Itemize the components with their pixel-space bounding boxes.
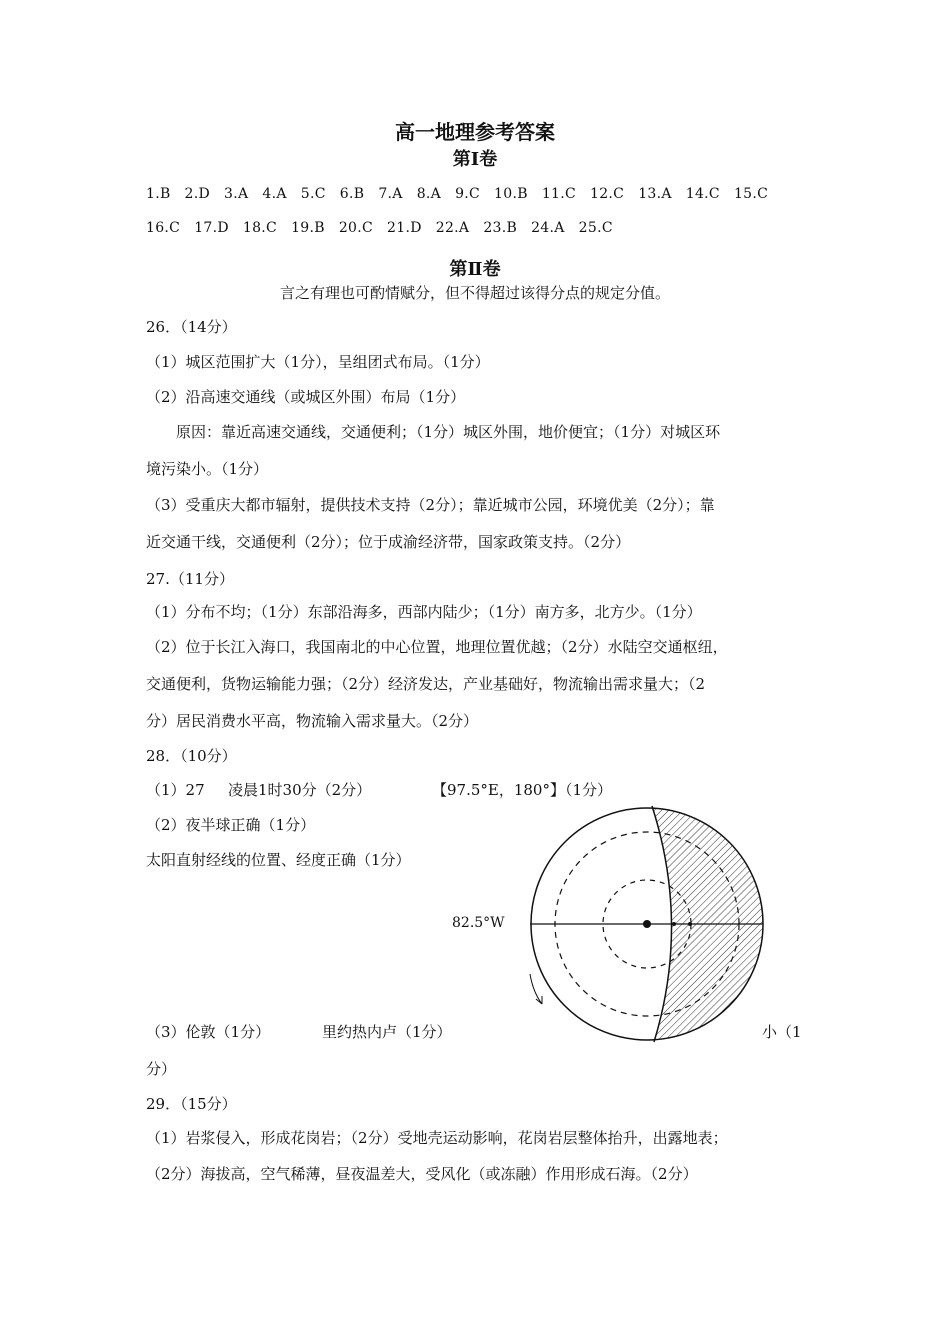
answer-item: 15.C: [733, 186, 769, 202]
q26-line-6: 近交通干线，交通便利（2分）；位于成渝经济带，国家政策支持。（2分）: [146, 533, 631, 551]
q28-line-4b: 里约热内卢（1分）: [322, 1023, 452, 1041]
q26-line-4: 境污染小。（1分）: [146, 460, 269, 478]
answer-item: 25.C: [578, 220, 613, 236]
answer-item: 16.C: [146, 220, 181, 236]
q29-line-1: （1）岩浆侵入，形成花岗岩；（2分）受地壳运动影响，花岗岩层整体抬升，出露地表；: [146, 1129, 728, 1147]
answer-item: 5.C: [300, 186, 326, 202]
answers-row-1: [146, 186, 782, 202]
answer-item: 12.C: [590, 186, 625, 202]
answer-item: 14.C: [685, 186, 720, 202]
q26-line-3: 原因：靠近高速交通线，交通便利；（1分）城区外围，地价便宜；（1分）对城区环: [176, 423, 721, 441]
q26-line-5: （3）受重庆大都市辐射，提供技术支持（2分）；靠近城市公园，环境优美（2分）；靠: [146, 496, 715, 514]
diagram-longitude-label: 82.5°W: [452, 915, 505, 931]
rotation-arrow-icon: [530, 974, 542, 1004]
marker-point: [688, 922, 692, 926]
q27-line-3: 交通便利，货物运输能力强；（2分）经济发达，产业基础好，物流输出需求量大；（2: [146, 675, 706, 693]
q29-heading: 29．（15分）: [146, 1095, 237, 1113]
answer-item: 7.A: [378, 186, 403, 202]
q28-line-4c: 小（1: [762, 1023, 802, 1041]
q28-line-1b: 凌晨1时30分（2分）: [228, 781, 372, 799]
q28-line-3: 太阳直射经线的位置、经度正确（1分）: [146, 851, 411, 869]
q28-line-1c: 【97.5°E，180°】（1分）: [432, 781, 613, 799]
answer-item: 2.D: [184, 186, 211, 202]
q29-line-2: （2分）海拔高，空气稀薄，昼夜温差大，受风化（或冻融）作用形成石海。（2分）: [146, 1165, 698, 1183]
answer-item: 20.C: [338, 220, 374, 236]
answer-item: 17.D: [194, 220, 229, 236]
polar-view-diagram: [520, 796, 770, 1052]
answers-row-2: [146, 220, 627, 236]
answer-item: 21.D: [387, 220, 422, 236]
q27-line-1: （1）分布不均；（1分）东部沿海多，西部内陆少；（1分）南方多，北方少。（1分）: [146, 603, 702, 621]
q28-line-4a: （3）伦敦（1分）: [146, 1023, 271, 1041]
answer-item: 11.C: [541, 186, 576, 202]
q28-line-1a: （1）27: [146, 781, 205, 799]
q28-line-5: 分）: [146, 1060, 177, 1078]
answer-item: 3.A: [224, 186, 249, 202]
q27-line-4: 分）居民消费水平高，物流输入需求量大。（2分）: [146, 712, 479, 730]
grading-note: 言之有理也可酌情赋分，但不得超过该得分点的规定分值。: [279, 284, 670, 302]
marker-point: [672, 922, 676, 926]
answer-item: 9.C: [455, 186, 481, 202]
part2-heading: 第Ⅱ卷: [449, 259, 501, 280]
q26-line-2: （2）沿高速交通线（或城区外围）布局（1分）: [146, 388, 466, 406]
answer-item: 13.A: [638, 186, 672, 202]
page-title: 高一地理参考答案: [395, 120, 555, 144]
answer-item: 1.B: [146, 186, 171, 202]
pole-point: [643, 920, 651, 928]
answer-item: 4.A: [262, 186, 287, 202]
q28-line-2: （2）夜半球正确（1分）: [146, 816, 316, 834]
answer-item: 22.A: [435, 220, 470, 236]
q26-heading: 26．（14分）: [146, 318, 237, 336]
part1-heading: 第Ⅰ卷: [452, 149, 498, 170]
answer-item: 23.B: [483, 220, 518, 236]
answer-item: 18.C: [242, 220, 278, 236]
answer-item: 24.A: [531, 220, 565, 236]
q26-line-1: （1）城区范围扩大（1分），呈组团式布局。（1分）: [146, 353, 490, 371]
q27-heading: 27.（11分）: [146, 570, 234, 588]
answer-item: 10.B: [494, 186, 528, 202]
answer-item: 8.A: [416, 186, 442, 202]
q28-heading: 28．（10分）: [146, 747, 237, 765]
answer-item: 19.B: [291, 220, 325, 236]
answer-item: 6.B: [339, 186, 365, 202]
q27-line-2: （2）位于长江入海口，我国南北的中心位置，地理位置优越；（2分）水陆空交通枢纽，: [146, 638, 728, 656]
